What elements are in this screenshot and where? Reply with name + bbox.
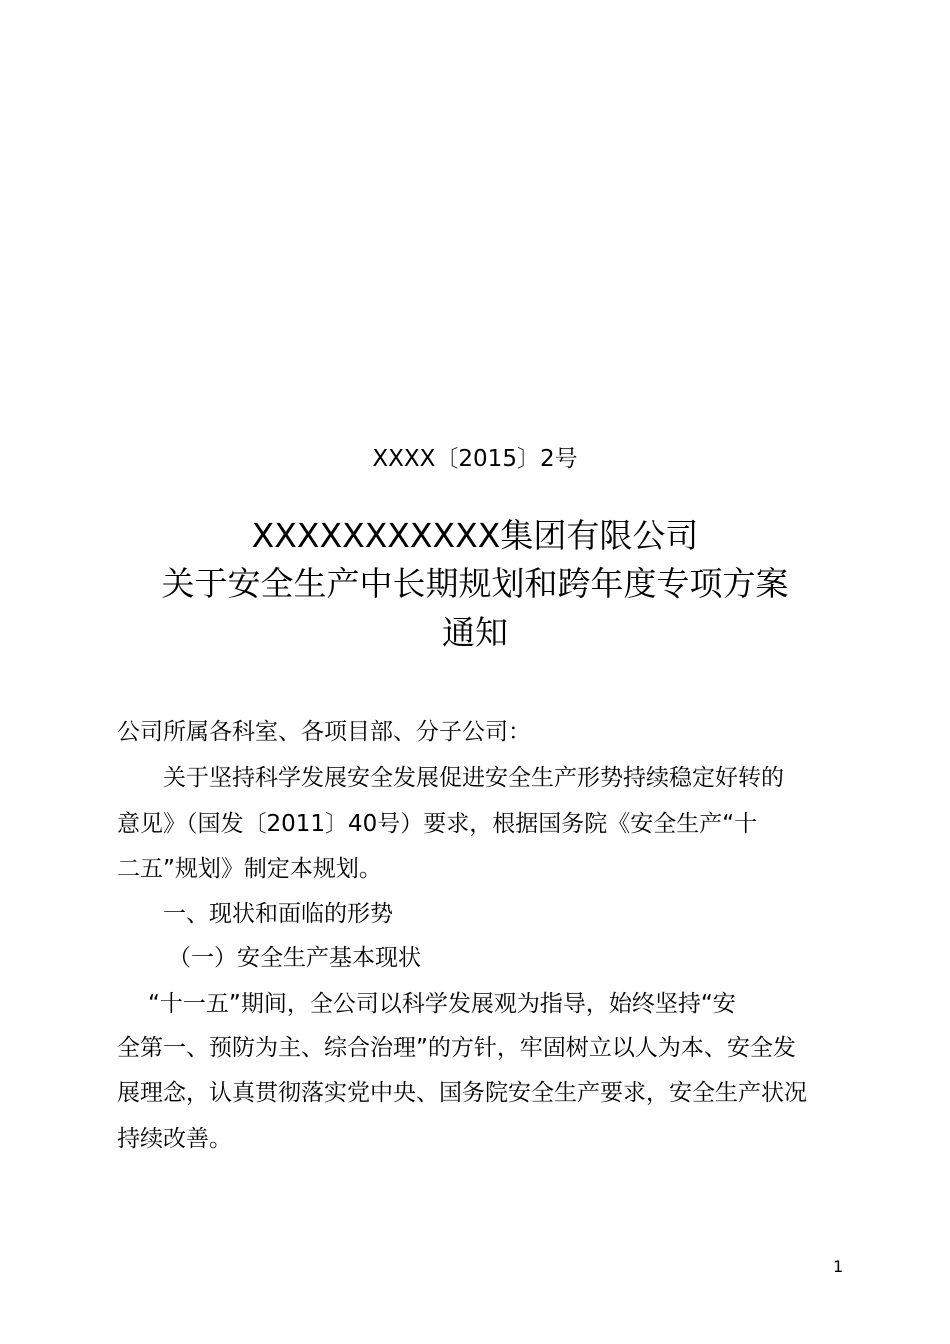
paragraph1-line2: 意见》（国发〔2011〕40号）要求，根据国务院《安全生产“十 bbox=[117, 811, 758, 837]
title-line-subject: 关于安全生产中长期规划和跨年度专项方案 bbox=[161, 564, 789, 603]
title-line-notice: 通知 bbox=[442, 613, 508, 652]
paragraph1-line3: 二五”规划》制定本规划。 bbox=[117, 856, 382, 882]
paragraph2-line2: 全第一、预防为主、综合治理”的方针，牢固树立以人为本、安全发 bbox=[117, 1035, 796, 1061]
section-heading: 一、现状和面临的形势 bbox=[163, 901, 393, 927]
paragraph1-line1: 关于坚持科学发展安全发展促进安全生产形势持续稳定好转的 bbox=[163, 765, 784, 791]
page-number: 1 bbox=[833, 1257, 844, 1276]
paragraph2-line4: 持续改善。 bbox=[117, 1126, 232, 1152]
paragraph2-line3: 展理念，认真贯彻落实党中央、国务院安全生产要求，安全生产状况 bbox=[117, 1080, 807, 1106]
subsection-heading: （一）安全生产基本现状 bbox=[168, 945, 421, 971]
document-number: XXXX〔2015〕2号 bbox=[372, 446, 578, 472]
salutation: 公司所属各科室、各项目部、分子公司： bbox=[117, 719, 531, 745]
title-line-company: XXXXXXXXXXX集团有限公司 bbox=[251, 516, 699, 555]
paragraph2-line1: “十一五”期间，全公司以科学发展观为指导，始终坚持“安 bbox=[148, 991, 736, 1017]
